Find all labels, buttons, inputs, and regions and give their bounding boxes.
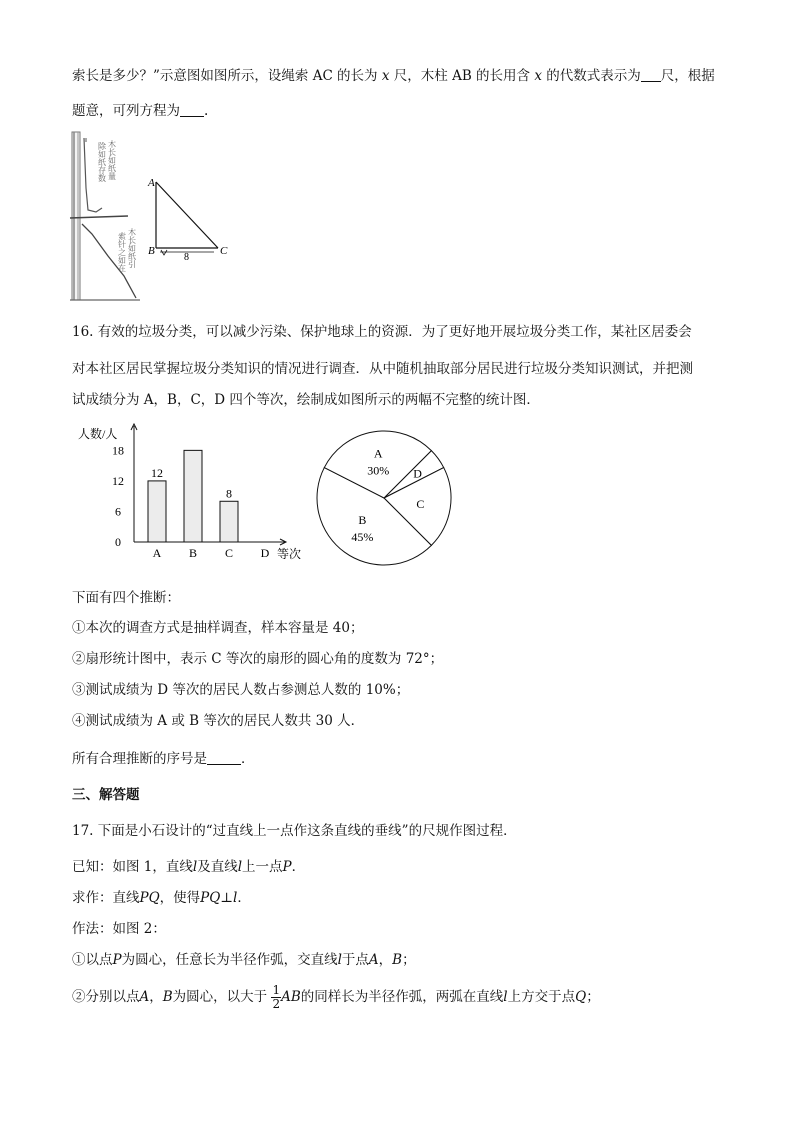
- point-label-c: C: [220, 245, 228, 257]
- q17-step1: ①以点P为圆心，任意长为半径作弧，交直线l于点A，B；: [72, 952, 416, 968]
- q16-item-4: ④测试成绩为 A 或 B 等次的居民人数共 30 人．: [72, 713, 365, 729]
- q16-item-2: ②扇形统计图中，表示 C 等次的扇形的圆心角的度数为 72°；: [72, 651, 444, 667]
- ancient-illustration: [70, 132, 140, 300]
- scroll-text: 木长如纸引: [127, 228, 137, 268]
- point-label-b: B: [148, 245, 155, 257]
- q17-required: 求作：直线PQ，使得PQ⊥l．: [72, 890, 251, 906]
- q15-figure: [68, 128, 238, 306]
- answer-blank: [641, 67, 661, 82]
- pie-chart: [312, 420, 462, 570]
- q15-line2: 题意，可列方程为 .: [72, 103, 209, 119]
- x-tick-label: B: [188, 546, 198, 560]
- scroll-text: 木长如纸量: [107, 140, 117, 180]
- pie-slice-name: A: [373, 446, 383, 461]
- pie-slice-percent: 30%: [367, 463, 390, 478]
- q16-answer: 所有合理推断的序号是 ．: [72, 751, 255, 767]
- y-tick-label: 18: [112, 443, 124, 458]
- y-tick-label: 12: [112, 473, 124, 488]
- q16-item-3: ③测试成绩为 D 等次的居民人数占参测总人数的 10%；: [72, 682, 410, 698]
- length-label: 8: [184, 252, 189, 263]
- x-tick-label: C: [224, 546, 234, 560]
- answer-blank: [207, 750, 241, 765]
- x-tick-label: D: [260, 546, 270, 560]
- scroll-text: 除如纸存数: [97, 142, 107, 182]
- q17-known: 已知：如图 1，直线l及直线l上一点P．: [72, 859, 306, 875]
- pie-slice-name: D: [413, 466, 422, 481]
- q16-line2: 对本社区居民掌握垃圾分类知识的情况进行调查．从中随机抽取部分居民进行垃圾分类知识测试，并把测: [72, 361, 693, 377]
- bar-chart: [72, 420, 312, 568]
- answer-blank: [180, 102, 204, 117]
- q17-line1: 17. 下面是小石设计的“过直线上一点作这条直线的垂线”的尺规作图过程．: [72, 823, 517, 839]
- bar-b: [184, 450, 202, 542]
- scroll-text: 索针之如在: [117, 232, 127, 272]
- y-tick-label: 0: [115, 535, 121, 549]
- q16-intro: 下面有四个推断：: [72, 590, 180, 606]
- point-label-a: A: [148, 177, 155, 189]
- q15-line1: 索长是多少？”示意图如图所示，设绳索 AC 的长为 x 尺，木柱 AB 的长用含 x 的代数式表示为 尺，根据: [72, 68, 715, 84]
- triangle-diagram: [147, 177, 228, 263]
- pie-slice-percent: 45%: [351, 529, 374, 544]
- bar-a: [148, 481, 166, 542]
- bar-value-label: 12: [151, 465, 163, 480]
- x-tick-label: A: [152, 546, 162, 560]
- bar-value-label: 8: [226, 486, 232, 501]
- bar-c: [220, 501, 238, 542]
- pie-slice-name: B: [358, 512, 367, 527]
- x-axis-label: 等次: [277, 547, 302, 561]
- y-axis-label: 人数/人: [78, 427, 118, 441]
- section-title: 三、解答题: [72, 787, 140, 803]
- q16-line3: 试成绩分为 A，B，C，D 四个等次，绘制成如图所示的两幅不完整的统计图．: [72, 392, 540, 408]
- pie-slice-name: C: [416, 496, 425, 511]
- q17-method: 作法：如图 2：: [72, 921, 166, 937]
- q16-item-1: ①本次的调查方式是抽样调查，样本容量是 40；: [72, 620, 364, 636]
- fraction-one-half: $\frac{1}{2}$: [272, 983, 281, 1011]
- q17-step2: ②分别以点A，B为圆心，以大于 $\frac{1}{2}$ AB的同样长为半径作弧，两弧在直线l上方交于点Q；: [72, 983, 600, 1011]
- q16-line1: 16. 有效的垃圾分类，可以减少污染、保护地球上的资源．为了更好地开展垃圾分类工作，某社区居委会: [72, 324, 692, 340]
- y-tick-label: 6: [115, 504, 121, 519]
